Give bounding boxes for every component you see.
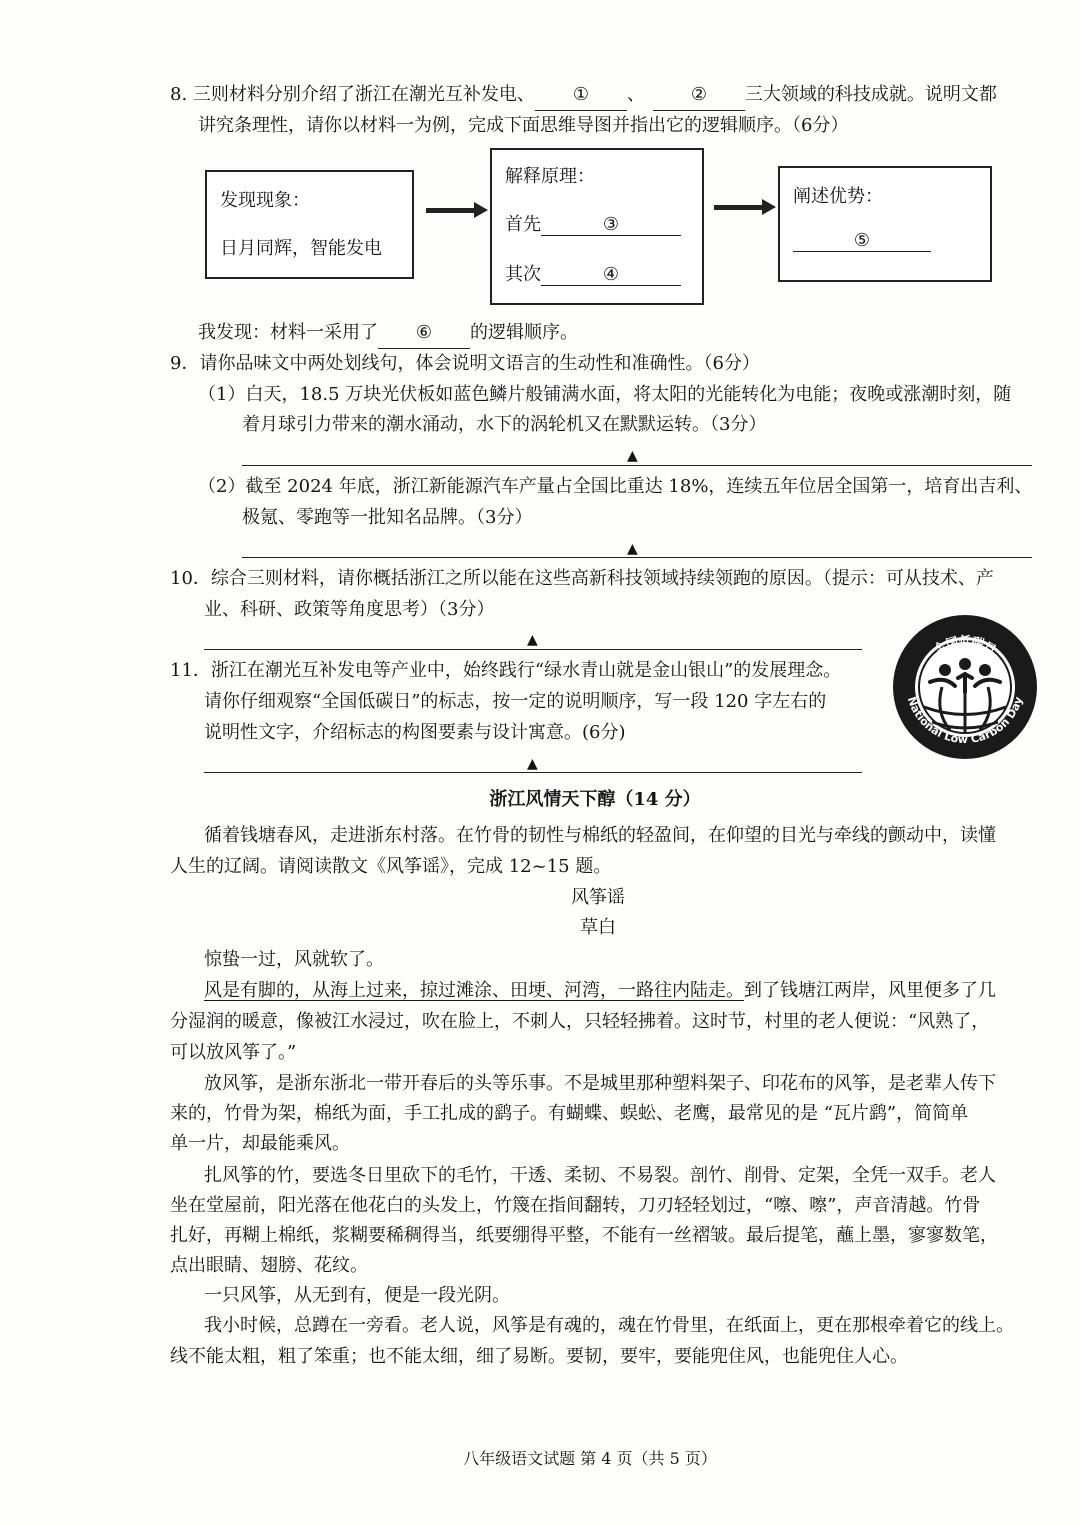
essay-p1: 惊蛰一过，风就软了。 xyxy=(204,949,384,970)
box3-title: 阐述优势： xyxy=(793,186,883,207)
globe-logo-icon xyxy=(890,612,1040,762)
box2-first-label: 首先 xyxy=(505,214,541,235)
arrow-1 xyxy=(426,208,476,213)
answer-marker-9-2: ▲ xyxy=(627,541,638,557)
essay-p3-line3: 单一片，却最能乘风。 xyxy=(170,1133,350,1154)
box1-body: 日月同辉，智能发电 xyxy=(220,238,382,259)
essay-title: 风筝谣 xyxy=(571,887,625,908)
essay-p3-line2: 来的，竹骨为架，棉纸为面，手工扎成的鹞子。有蝴蝶、蜈蚣、老鹰，最常见的是 “瓦片鹞”，简简单 xyxy=(170,1103,969,1124)
q8-blank-6[interactable]: ⑥ xyxy=(378,318,470,349)
box2-second xyxy=(505,260,681,286)
answer-marker-9-1: ▲ xyxy=(627,448,638,464)
q8-line2: 讲究条理性，请你以材料一为例，完成下面思维导图并指出它的逻辑顺序。（6分） xyxy=(198,115,849,136)
q8-blank-4[interactable]: ④ xyxy=(541,264,681,286)
essay-p5: 一只风筝，从无到有，便是一段光阴。 xyxy=(204,1285,510,1306)
q8-finding xyxy=(198,318,578,349)
essay-p4-line3: 扎好，再糊上棉纸，浆糊要稀稠得当，纸要绷得平整，不能有一丝褶皱。最后提笔，蘸上墨，寥寥数笔， xyxy=(170,1225,998,1246)
essay-p2-rest: 到了钱塘江两岸，风里便多了几 xyxy=(744,980,996,1001)
q8-blank-5[interactable]: ⑤ xyxy=(793,230,931,252)
q8-blank-2[interactable]: ② xyxy=(653,80,745,111)
essay-p6-line1: 我小时候，总蹲在一旁看。老人说，风筝是有魂的，魂在竹骨里，在纸面上，更在那根牵着它的线上。 xyxy=(204,1315,1014,1336)
q9-prompt: 9．请你品味文中两处划线句，体会说明文语言的生动性和准确性。（6分） xyxy=(170,353,760,374)
q8-blank-3[interactable]: ③ xyxy=(541,214,681,236)
essay-p2-line1 xyxy=(204,976,996,1006)
section-intro-1: 循着钱塘春风，走进浙东村落。在竹骨的韧性与棉纸的轻盈间，在仰望的目光与牵线的颤动中，读懂 xyxy=(204,825,996,846)
essay-p4-line4: 点出眼睛、翅膀、花纹。 xyxy=(170,1255,368,1276)
section-title: 浙江风情天下醇（14 分） xyxy=(489,789,701,810)
box2-second-label: 其次 xyxy=(505,264,541,285)
answer-line-11[interactable] xyxy=(204,772,862,773)
q8-text-a: 三则材料分别介绍了浙江在潮光互补发电、 xyxy=(192,84,535,105)
essay-p2-line2: 分湿润的暖意，像被江水浸过，吹在脸上，不刺人，只轻轻拂着。这时节，村里的老人便说：“风熟了， xyxy=(170,1011,990,1032)
q9-p2-line2: 极氪、零跑等一批知名品牌。（3分） xyxy=(242,507,533,528)
answer-marker-10: ▲ xyxy=(527,632,538,648)
essay-p3-line1: 放风筝，是浙东浙北一带开春后的头等乐事。不是城里那种塑料架子、印花布的风筝，是老辈人传下 xyxy=(204,1073,996,1094)
mindmap-box-advantage xyxy=(778,166,992,282)
essay-p4-line2: 坐在堂屋前，阳光落在他花白的头发上，竹篾在指间翻转，刀刃轻轻划过，“嚓、嚓”，声音清越。竹骨 xyxy=(170,1195,981,1216)
logo-cn-text: 全国低碳日 xyxy=(931,634,999,657)
low-carbon-day-logo xyxy=(890,612,1040,762)
page-footer: 八年级语文试题 第 4 页（共 5 页） xyxy=(463,1449,717,1468)
q8-sep: 、 xyxy=(626,84,645,105)
q8-line1 xyxy=(170,80,997,111)
q11-line3: 说明性文字，介绍标志的构图要素与设计寓意。(6分) xyxy=(204,722,626,743)
logo-en-text: National Low Carbon Day xyxy=(904,695,1026,747)
q9-p1-line1: （1）白天，18.5 万块光伏板如蓝色鳞片般铺满水面，将太阳的光能转化为电能；夜晚或涨潮时刻，随 xyxy=(198,384,1012,405)
mindmap-box-principle xyxy=(490,148,704,305)
box2-first xyxy=(505,210,681,236)
finding-text-b: 的逻辑顺序。 xyxy=(470,322,578,343)
q9-p2-line1: （2）截至 2024 年底，浙江新能源汽车产量占全国比重达 18%，连续五年位居全国第一，培育出吉利、 xyxy=(198,476,1033,497)
underlined-sentence: 风是有脚的，从海上过来，掠过滩涂、田埂、河湾，一路往内陆走。 xyxy=(204,980,744,1001)
q11-line2: 请你仔细观察“全国低碳日”的标志，按一定的说明顺序，写一段 120 字左右的 xyxy=(204,691,827,712)
essay-p6-line2: 线不能太粗，粗了笨重；也不能太细，细了易断。要韧，要牢，要能兜住风，也能兜住人心。 xyxy=(170,1346,908,1367)
answer-marker-11: ▲ xyxy=(527,756,538,772)
essay-p4-line1: 扎风筝的竹，要选冬日里砍下的毛竹，干透、柔韧、不易裂。剖竹、削骨、定架，全凭一双手。老人 xyxy=(204,1165,996,1186)
box3-answer xyxy=(793,230,931,252)
q10-line1: 10．综合三则材料，请你概括浙江之所以能在这些高新科技领域持续领跑的原因。（提示：可从技术、产 xyxy=(170,568,994,589)
box1-title: 发现现象： xyxy=(220,190,310,211)
answer-line-10[interactable] xyxy=(204,649,862,650)
answer-line-9-1[interactable] xyxy=(242,465,1032,466)
q10-line2: 业、科研、政策等角度思考）（3分） xyxy=(204,599,495,620)
finding-text-a: 我发现：材料一采用了 xyxy=(198,322,378,343)
essay-author: 草白 xyxy=(580,917,616,938)
q8-blank-1[interactable]: ① xyxy=(535,80,627,111)
q8-text-b: 三大领域的科技成就。说明文都 xyxy=(744,84,997,105)
q8-number: 8. xyxy=(170,84,188,105)
arrow-2 xyxy=(714,205,764,210)
essay-p2-line3: 可以放风筝了。” xyxy=(170,1042,297,1063)
mindmap-box-phenomenon xyxy=(205,170,414,279)
q11-line1: 11．浙江在潮光互补发电等产业中，始终践行“绿水青山就是金山银山”的发展理念。 xyxy=(170,660,842,681)
box2-title: 解释原理： xyxy=(505,166,595,187)
section-intro-2: 人生的辽阔。请阅读散文《风筝谣》，完成 12~15 题。 xyxy=(170,856,612,877)
q9-p1-line2: 着月球引力带来的潮水涌动，水下的涡轮机又在默默运转。（3分） xyxy=(242,414,767,435)
answer-line-9-2[interactable] xyxy=(242,557,1032,558)
